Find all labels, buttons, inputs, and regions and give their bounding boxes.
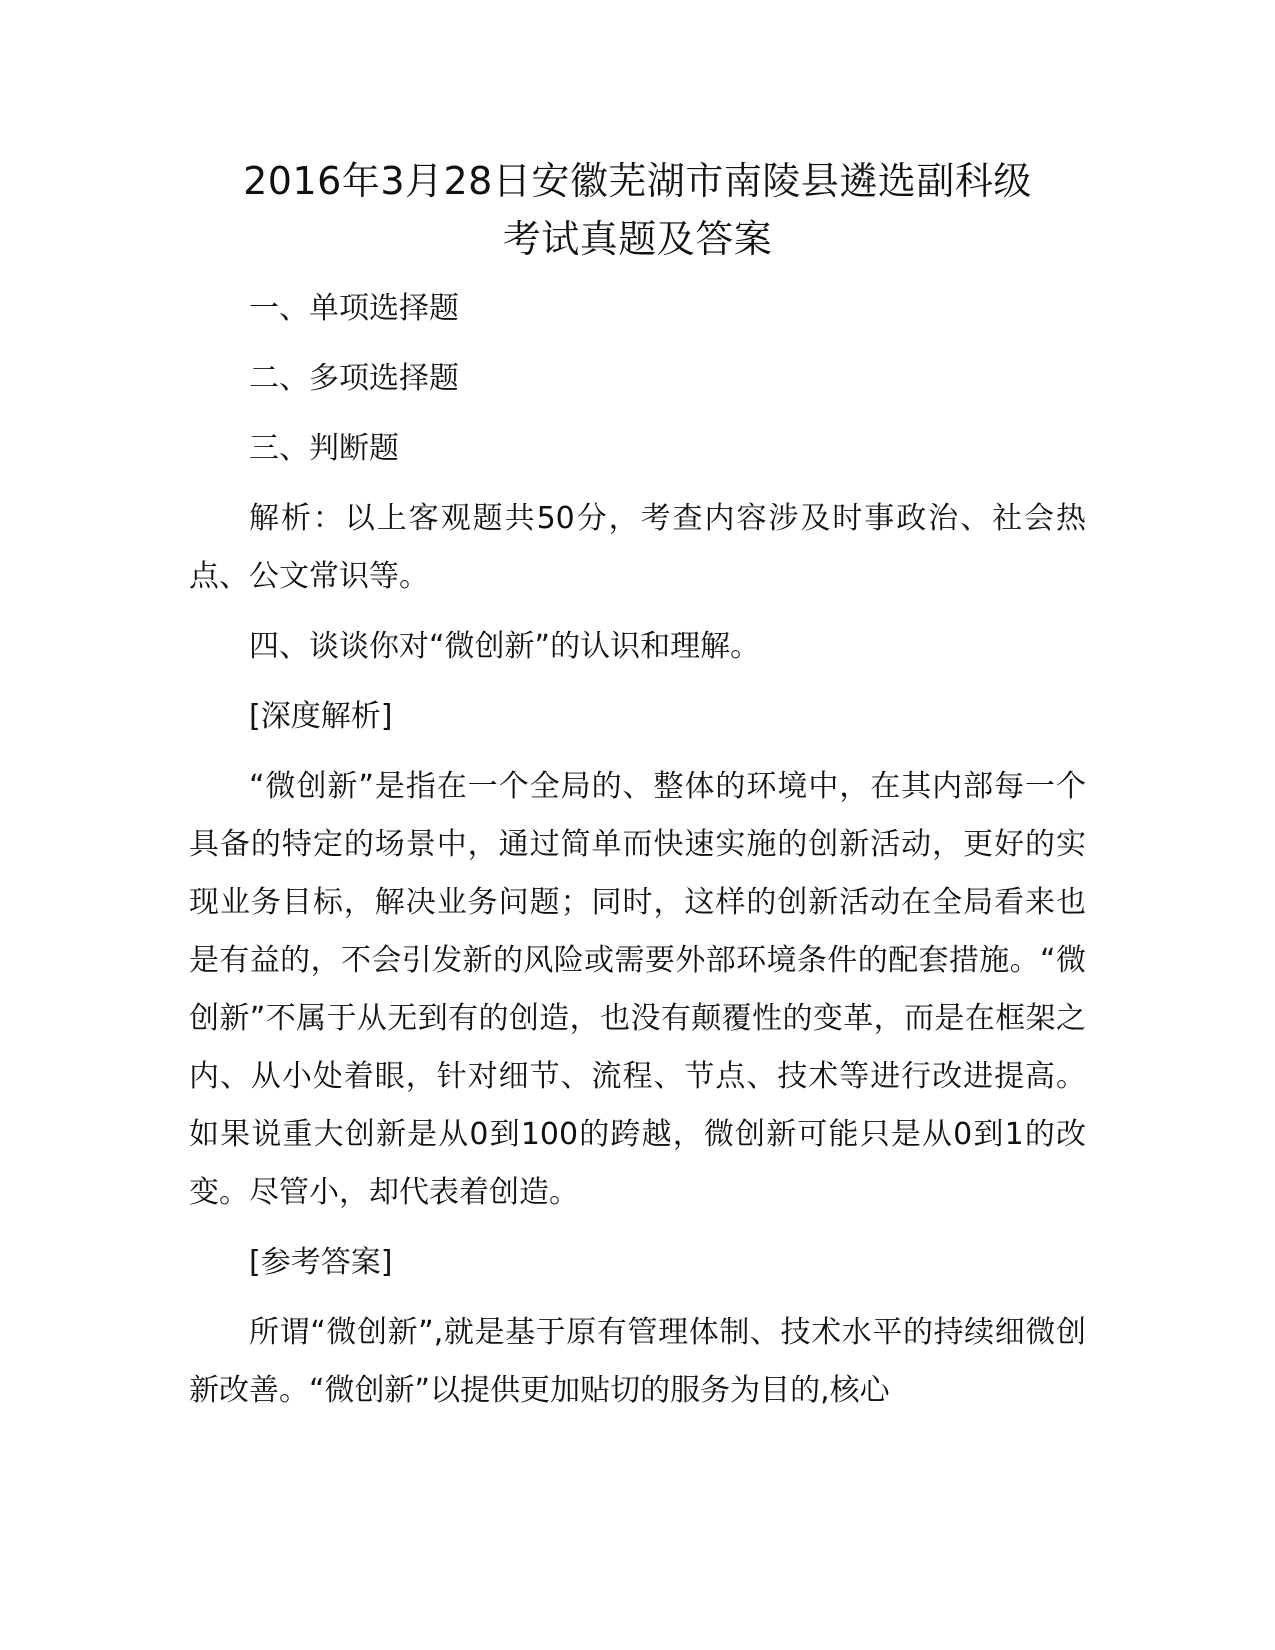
document-title [189,152,1086,268]
essay-question-heading: 四、谈谈你对“微创新”的认识和理解。 [249,629,761,664]
section-heading-single-choice: 一、单项选择题 [249,291,459,326]
title-line-1: 2016年3月28日安徽芜湖市南陵县遴选副科级 [243,159,1032,203]
reference-answer-label: [参考答案] [249,1245,393,1280]
section-heading-true-false: 三、判断题 [249,431,399,466]
deep-analysis-label: [深度解析] [249,699,393,734]
deep-analysis-paragraph: “微创新”是指在一个全局的、整体的环境中，在其内部每一个具备的特定的场景中，通过简单而快速实施的创新活动，更好的实现业务目标，解决业务问题；同时，这样的创新活动在全局看来也是有益的，不会引发新的风险或需要外部环境条件的配套措施。“微创新”不属于从无到有的创造，也没有颠覆性的变革，而是在框架之内、从小处着眼，针对细节、流程、节点、技术等进行改进提高。如果说重大创新是从0到100的跨越，微创新可能只是从0到1的改变。尽管小，却代表着创造。 [189,769,1086,1210]
document-body [189,152,1086,1420]
objective-analysis-paragraph: 解析：以上客观题共50分，考查内容涉及时事政治、社会热点、公文常识等。 [189,501,1086,594]
reference-answer-paragraph: 所谓“微创新”,就是基于原有管理体制、技术水平的持续细微创新改善。“微创新”以提供更加贴切的服务为目的,核心 [189,1315,1086,1408]
title-line-2: 考试真题及答案 [502,217,773,261]
section-heading-multiple-choice: 二、多项选择题 [249,361,459,396]
